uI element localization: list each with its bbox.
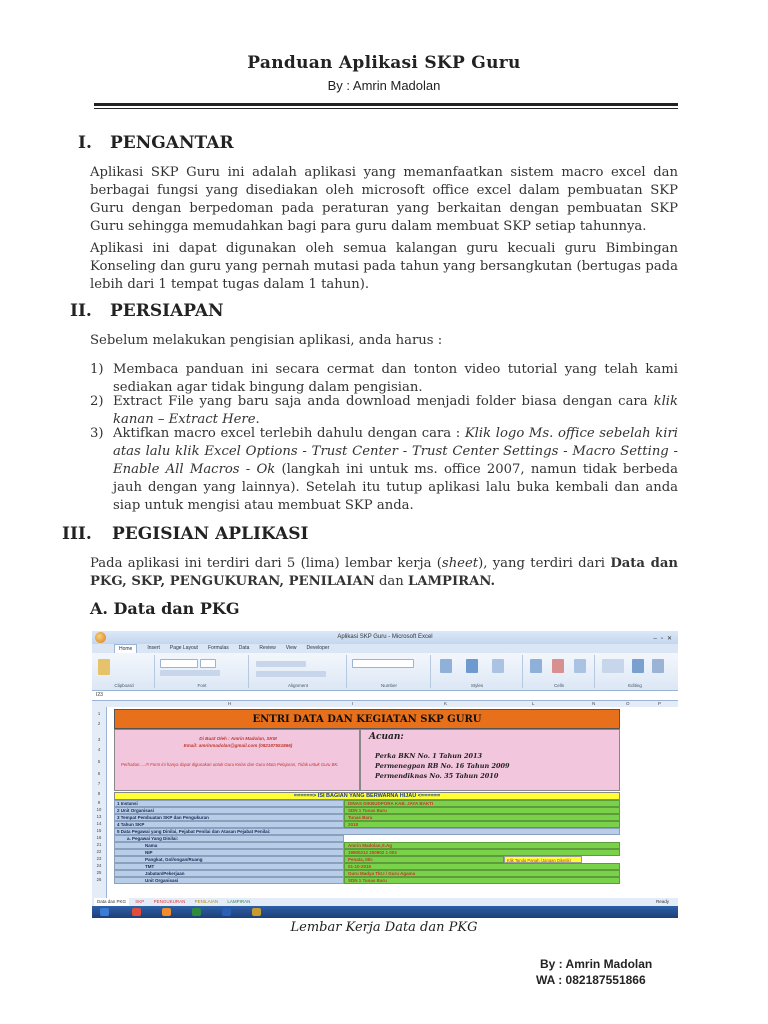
row-label: 3 Tempat Pembuatan SKP dan Pengukuran [114, 814, 344, 821]
pengantar-paragraph-2: Aplikasi ini dapat digunakan oleh semua kalangan guru kecuali guru Bimbingan Konseling dan guru yang pernah mutasi pada tahun yang bersangkutan (bertugas pada lebih dari 1 tempat tugas dalam 1 tahun). [90, 241, 678, 292]
document-author: By : Amrin Madolan [327, 78, 441, 93]
sheet-tab-penilaian: PENILAIAN [194, 899, 219, 904]
row-label: Unit Organisasi [114, 877, 344, 884]
group-label: Editing [628, 683, 642, 688]
acuan-item: Permendiknas No. 35 Tahun 2010 [375, 772, 499, 780]
section-number: III. [62, 524, 92, 544]
format-cells-icon [574, 659, 586, 673]
persiapan-intro: Sebelum melakukan pengisian aplikasi, anda harus : [90, 333, 443, 348]
ribbon-group-number [348, 655, 431, 688]
intro-part: dan [374, 574, 408, 589]
formula-bar [92, 691, 678, 701]
list-text-emphasis: klik kanan – Extract Here [113, 394, 678, 427]
excel-window-title: Aplikasi SKP Guru - Microsoft Excel [337, 634, 433, 640]
row-value-input[interactable]: 19800212 200902 1 003 [344, 849, 620, 856]
section-title: PENGANTAR [110, 133, 234, 153]
ribbon-tabs [92, 644, 678, 653]
insert-cells-icon [530, 659, 542, 673]
group-label: Cells [553, 683, 564, 688]
ribbon-toolbar [92, 653, 678, 691]
acuan-label: Acuan: [369, 732, 404, 742]
row-label: 4 Tahun SKP [114, 821, 344, 828]
list-number: 2) [90, 394, 104, 409]
paste-icon [98, 659, 110, 675]
group-label: Alignment [287, 683, 308, 688]
signature-name: By : Amrin Madolan [540, 957, 653, 971]
author-name: Di Buat Oleh : Amrin Madolan, SKM [199, 736, 277, 741]
group-label: Font [197, 683, 207, 688]
group-label: Styles [470, 683, 484, 688]
excel-screenshot [92, 631, 678, 918]
author-info-block [114, 729, 360, 791]
list-number: 1) [90, 362, 104, 377]
document-title: Panduan Aplikasi SKP Guru [247, 53, 521, 73]
start-icon [100, 908, 109, 916]
list-text-part: Aktifkan macro excel terlebih dahulu dengan cara : [113, 426, 465, 441]
ribbon-tab-data: Data [238, 645, 250, 651]
pengantar-paragraph-1: Aplikasi SKP Guru ini adalah aplikasi yang memanfaatkan sistem macro excel dan berbagai fungsi yang disediakan oleh microsoft office excel dalam pembuatan SKP Guru dengan berpedoman pada peraturan yang berkaitan dengan pembuatan SKP Guru sehingga memudahkan bagi para guru dalam membuat SKP setiap tahunnya. [90, 165, 678, 234]
row-value-input[interactable]: DINAS DIKBUDPORA KAB. JAYA BAKTI [344, 800, 620, 807]
row-label: a. Pegawai Yang Dinilai: [114, 835, 344, 842]
firefox-icon [162, 908, 171, 916]
figure-caption: Lembar Kerja Data dan PKG [290, 920, 478, 935]
status-text: Ready [655, 899, 669, 904]
excel-icon [192, 908, 201, 916]
delete-cells-icon [552, 659, 564, 673]
word-icon [222, 908, 231, 916]
intro-bold: Data dan PKG, SKP, PENGUKURAN, PENILAIAN [90, 556, 678, 589]
acuan-block [360, 729, 620, 791]
office-button-icon [95, 632, 106, 643]
worksheet-grid [92, 707, 678, 898]
section-title: PERSIAPAN [110, 301, 224, 321]
taskbar [92, 906, 678, 918]
ribbon-group-editing [596, 655, 674, 688]
chrome-icon [132, 908, 141, 916]
row-label: Jabatan/Pekerjaan [114, 870, 344, 877]
green-field-instruction: ======> ISI BAGIAN YANG BERWARNA HIJAU <====== [114, 792, 620, 800]
find-select-icon [652, 659, 664, 673]
ribbon-group-clipboard [94, 655, 155, 688]
sheet-tab-pengukuran: PENGUKURAN [153, 899, 186, 904]
merge-icon [256, 671, 326, 677]
row-label: NIP [114, 849, 344, 856]
ribbon-tab-formulas: Formulas [207, 645, 229, 651]
persiapan-item-1 [90, 361, 678, 397]
excel-title-bar [92, 631, 678, 644]
signature-phone: WA : 082187551866 [536, 973, 646, 987]
list-text-emphasis: Klik logo Ms. office sebelah kiri atas lalu klik Excel Options - Trust Center - Trust Center Settings - Macro Setting - Enable All Macros - Ok [113, 426, 679, 477]
font-size-icon [200, 659, 216, 668]
row-label: Pangkat, Gol/ongan/Ruang [114, 856, 344, 863]
window-controls-icon: –▫✕ [653, 636, 676, 642]
acuan-item: Perka BKN No. 1 Tahun 2013 [375, 752, 483, 760]
autosum-icon [602, 659, 624, 673]
intro-emphasis: sheet [441, 556, 479, 571]
sheet-tab-lampiran: LAMPIRAN [227, 899, 251, 904]
row-value-input[interactable]: Amrin Madolan,S.Ag [344, 842, 620, 849]
persiapan-item-3 [90, 425, 678, 515]
row-value-input[interactable]: 2018 [344, 821, 620, 828]
row-label: 1 Instansi [114, 800, 344, 807]
format-table-icon [466, 659, 478, 673]
list-text [113, 393, 678, 429]
section-title: PEGISIAN APLIKASI [112, 524, 309, 544]
sort-filter-icon [632, 659, 644, 673]
cell-styles-icon [492, 659, 504, 673]
ribbon-tab-view: View [285, 645, 297, 651]
row-label: 5 Data Pegawai yang Dinilai, Pejabat Penilai dan Atasan Pejabat Penilai: [114, 828, 620, 835]
signature-block [536, 956, 653, 988]
align-icon [256, 661, 306, 667]
row-value-input[interactable]: Tunas Baru [344, 814, 620, 821]
title-rule-thick [94, 103, 678, 106]
list-text [113, 425, 678, 515]
row-label: TMT [114, 863, 344, 870]
section-number: II. [70, 301, 92, 321]
intro-bold: LAMPIRAN. [407, 574, 496, 589]
ribbon-tab-review: Review [259, 645, 276, 651]
row-headers: 1 2 3 4 5 6 7 8 9 10 13 14 15 16 21 22 23 24 25 26 [92, 707, 107, 898]
font-style-icon [160, 670, 220, 676]
sheet-tab-skp: SKP [135, 899, 145, 904]
ribbon-group-cells [524, 655, 595, 688]
title-rule-thin [94, 108, 678, 109]
intro-part: Pada aplikasi ini terdiri dari 5 (lima) lembar kerja ( [90, 556, 442, 571]
sheet-banner: ENTRI DATA DAN KEGIATAN SKP GURU [114, 709, 620, 729]
ribbon-group-font [156, 655, 249, 688]
acuan-item: Permenegpan RB No. 16 Tahun 2009 [375, 762, 510, 770]
ribbon-tab-developer: Developer [306, 645, 330, 651]
sheet-tab-data-pkg: Data dan PKG [94, 898, 129, 906]
list-text: Membaca panduan ini secara cermat dan tonton video tutorial yang telah kami sediakan agar tidak bingung dalam pengisian. [113, 362, 678, 395]
intro-part: ), yang terdiri dari [478, 556, 611, 571]
font-name-icon [160, 659, 198, 668]
conditional-format-icon [440, 659, 452, 673]
row-label: Nama [114, 842, 344, 849]
row-value-input[interactable]: SDN 1 Tunas Baru [344, 807, 620, 814]
ribbon-group-alignment [250, 655, 347, 688]
form-warning: Perhatian.....!!! Form ini hanya dapat digunakan untuk Guru Kelas dan Guru Mata Pelajaran, Tidak untuk Guru BK. [121, 762, 339, 767]
group-label: Number [380, 683, 397, 688]
number-format-icon [352, 659, 414, 668]
row-value-input[interactable]: Guru Madya Tkt.I / Guru Agama [344, 870, 620, 877]
ribbon-group-styles [432, 655, 523, 688]
pengisian-intro [90, 555, 678, 591]
row-value-input[interactable]: Penata, III/c [344, 856, 504, 863]
list-number: 3) [90, 426, 104, 441]
sheet-tabs [92, 898, 678, 906]
name-box: I23 [96, 692, 103, 698]
section-number: I. [78, 133, 92, 153]
persiapan-item-2 [90, 393, 678, 429]
author-email: Email: amrinmadolan@gmail.com (082187551866) [183, 743, 293, 748]
row-value-input[interactable]: SDN 1 Tunas Baru [344, 877, 620, 884]
row-value-input[interactable]: 01-10-2015 [344, 863, 620, 870]
ribbon-tab-page-layout: Page Layout [169, 645, 198, 651]
column-headers: H I K L N O P [92, 701, 678, 709]
group-label: Clipboard [114, 683, 134, 688]
ribbon-tab-home: Home [114, 644, 137, 653]
folder-icon [252, 908, 261, 916]
ribbon-tab-insert: Insert [147, 645, 160, 651]
list-text-part: (langkah ini untuk ms. office 2007, namun tidak berbeda jauh dengan yang lainnya). Setelah itu tutup aplikasi lalu buka kembali dan anda siap untuk mengisi atau membuat SKP anda. [113, 462, 678, 513]
arrow-note: Klik Tanda Panah (Jangan Diketik) [504, 856, 582, 863]
subheading-data-pkg: A. Data dan PKG [90, 599, 240, 618]
list-text-part: Extract File yang baru saja anda download menjadi folder biasa dengan cara [113, 394, 654, 409]
row-label: 2 Unit Organisasi [114, 807, 344, 814]
list-text-part: . [255, 412, 260, 427]
